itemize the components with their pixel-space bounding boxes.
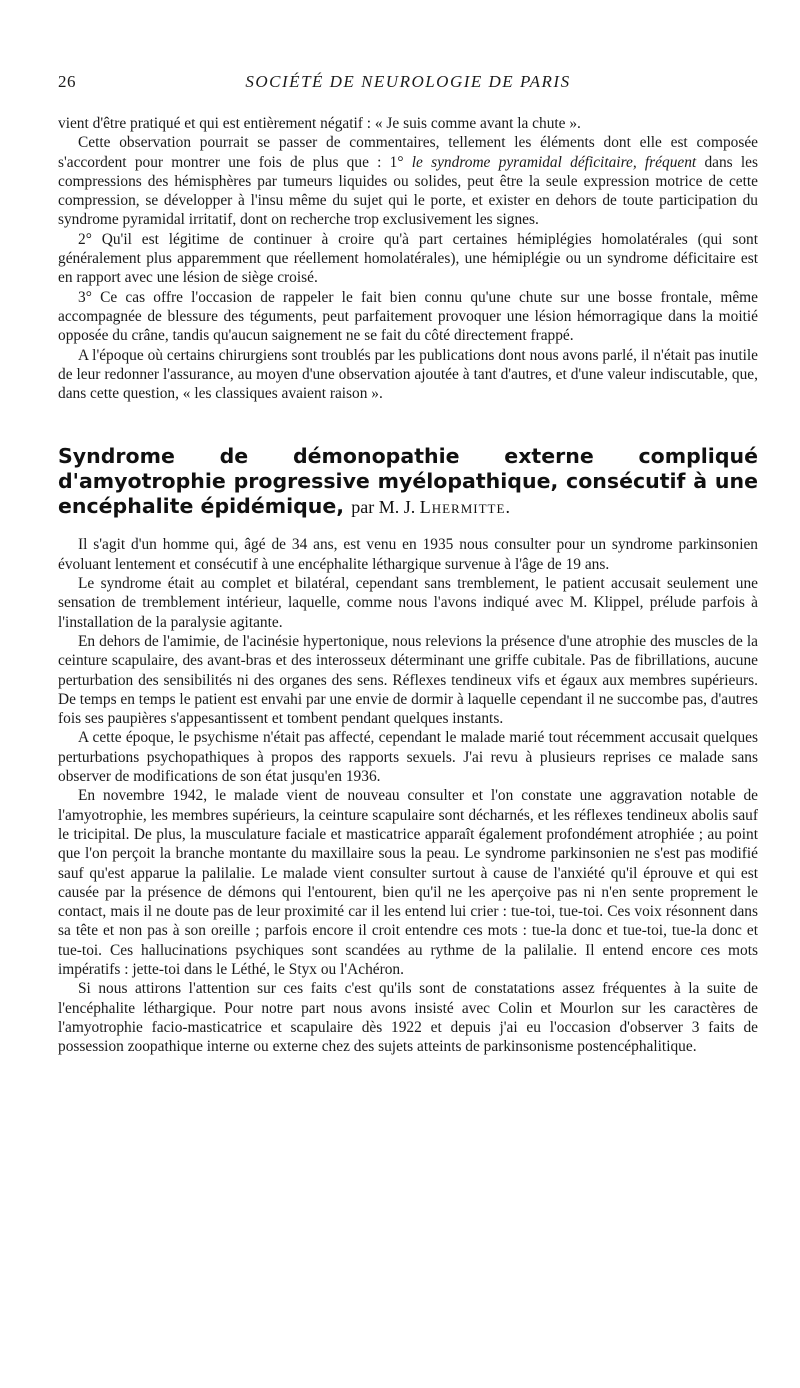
byline-prefix: par M. J. xyxy=(351,497,416,518)
article-body xyxy=(58,535,758,1056)
paragraph: En dehors de l'amimie, de l'acinésie hypertonique, nous relevions la présence d'une atrophie des muscles de la ceinture scapulaire, des avant-bras et des interosseux déterminant une griffe cubitale. Pas de fibrillations, aucune perturbation des sensibilités ni des organes des sens. Réflexes tendineux vifs et égaux aux membres supérieurs. De temps en temps le patient est envahi par une envie de dormir à laquelle cependant il ne succombe pas, d'autres fois ses paupières s'appesantissent et tombent pendant quelques instants. xyxy=(58,632,758,728)
article-title xyxy=(58,444,758,520)
paragraph: A cette époque, le psychisme n'était pas affecté, cependant le malade marié tout récemment accusait quelques perturbations psychopathiques à propos des rapports sexuels. J'ai revu à plusieurs reprises ce malade sans observer de modifications de son état jusqu'en 1936. xyxy=(58,729,758,786)
article-title-text: Syndrome de démonopathie externe compliqué d'amyotrophie progressive myélopathique, consécutif à une encéphalite épidémique, xyxy=(58,444,758,519)
previous-article-conclusion xyxy=(58,114,758,403)
author-name: Lhermitte xyxy=(419,497,506,518)
journal-page xyxy=(58,72,758,1056)
paragraph: A l'époque où certains chirurgiens sont troublés par les publications dont nous avons parlé, il n'était pas inutile de leur redonner l'assurance, au moyen d'une observation ajoutée à tant d'autres, et d'une valeur indiscutable, que, dans cette question, « les classiques avaient raison ». xyxy=(58,346,758,403)
paragraph: En novembre 1942, le malade vient de nouveau consulter et l'on constate une aggravation notable de l'amyotrophie, les membres supérieurs, la ceinture scapulaire sont décharnés, et les réflexes tendineux abolis sauf le tricipital. De plus, la musculature faciale et masticatrice apparaît également profondément atrophiée ; au point que l'on perçoit la branche montante du maxillaire sous la peau. Le syndrome parkinsonien ne s'est pas modifié sauf qu'est apparue la palilalie. Le malade vient consulter surtout à cause de l'anxiété qu'il éprouve et qui est causée par la présence de démons qui l'entourent, bien qu'il ne les aperçoive pas ni n'en sente proprement le contact, mais il ne doute pas de leur proximité car il les entend lui crier : tue-toi, tue-toi. Ces voix résonnent dans sa tête et non pas à son oreille ; parfois encore il croit entendre ces mots : tue-la donc et tue-toi, tue-la donc et tue-toi. Ces hallucinations psychiques sont scandées au rythme de la palilalie. Il entend encore ces mots impératifs : jette-toi dans le Léthé, le Styx ou l'Achéron. xyxy=(58,787,758,978)
running-title: SOCIÉTÉ DE NEUROLOGIE DE PARIS xyxy=(245,72,571,91)
running-head xyxy=(58,72,758,94)
paragraph: Il s'agit d'un homme qui, âgé de 34 ans, est venu en 1935 nous consulter pour un syndrome parkinsonien évoluant lentement et consécutif à une encéphalite léthargique survenue à l'âge de 19 ans. xyxy=(58,536,758,573)
paragraph-text: Cette observation pourrait se passer de commentaires, tellement les éléments dont elle est composée s'accordent pour montrer une fois de plus que : 1° xyxy=(58,134,758,171)
paragraph xyxy=(58,133,758,229)
emphasized-text: le syndrome pyramidal déficitaire, fréquent xyxy=(411,153,697,171)
paragraph: 2° Qu'il est légitime de continuer à croire qu'à part certaines hémiplégies homolatérales (qui sont généralement plus apparemment que réellement homolatérales), une hémiplégie ou un syndrome déficitaire est en rapport avec une lésion de siège croisé. xyxy=(58,230,758,287)
paragraph: Le syndrome était au complet et bilatéral, cependant sans tremblement, le patient accusait seulement une sensation de tremblement intérieur, laquelle, comme nous l'avons indiqué avec M. Klippel, prélude parfois à l'installation de la paralysie agitante. xyxy=(58,575,758,631)
paragraph-text: dans les compressions des hémisphères par tumeurs liquides ou solides, peut être la seule expression motrice de cette compression, se développer à l'insu même du sujet qui le porte, et exister en dehors de toute participation du syndrome pyramidal irritatif, dont on recherche trop exclusivement les signes. xyxy=(58,153,758,229)
paragraph: 3° Ce cas offre l'occasion de rappeler le fait bien connu qu'une chute sur une bosse frontale, même accompagnée de blessure des téguments, peut parfaitement provoquer une lésion hémorragique dans la moitié opposée du crâne, tandis qu'aucun saignement ne se fait du côté directement frappé. xyxy=(58,288,758,345)
page-number: 26 xyxy=(58,72,76,91)
byline xyxy=(351,497,510,517)
paragraph: vient d'être pratiqué et qui est entièrement négatif : « Je suis comme avant la chute ». xyxy=(58,115,581,132)
byline-suffix: . xyxy=(505,497,510,518)
paragraph: Si nous attirons l'attention sur ces faits c'est qu'ils sont de constatations assez fréquentes à la suite de l'encéphalite léthargique. Pour notre part nous avons insisté avec Colin et Mourlon sur les caractères de l'amyotrophie facio-masticatrice et scapulaire dès 1922 et depuis j'ai eu l'occasion d'observer 3 faits de possession zoopathique interne ou externe chez des sujets atteints de parkinsonisme postencéphalitique. xyxy=(58,980,758,1056)
